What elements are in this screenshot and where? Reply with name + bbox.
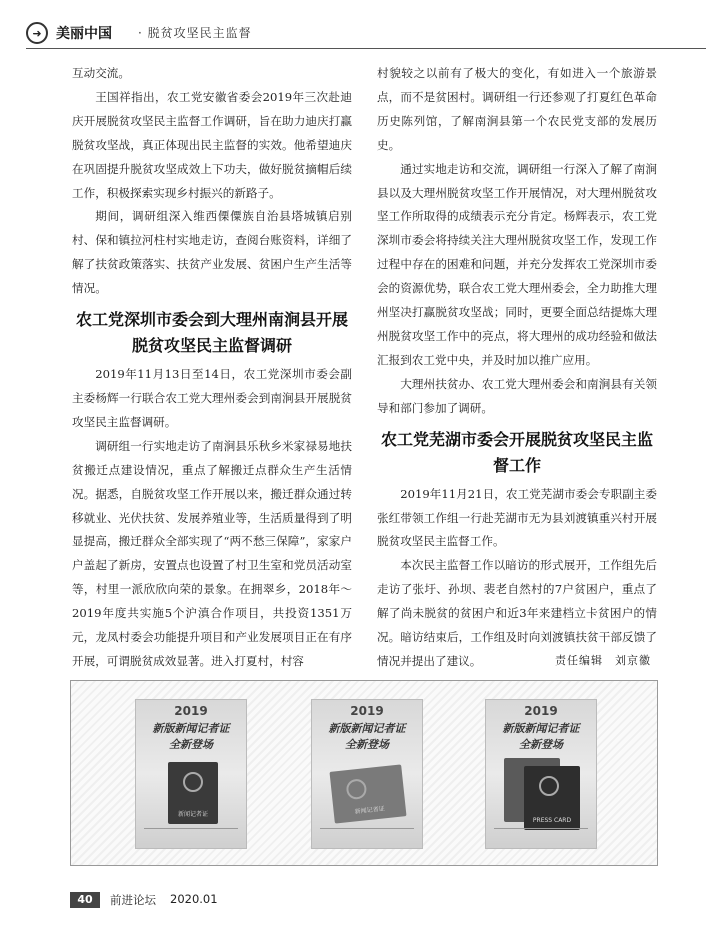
arrow-circle-icon: ➜ xyxy=(26,22,48,44)
paragraph: 村貌较之以前有了极大的变化，有如进入一个旅游景点，而不是贫困村。调研组一行还参观了打夏红色革命历史陈列馆，了解南涧县第一个农民党支部的发展历史。 xyxy=(377,66,657,152)
paragraph: 大理州扶贫办、农工党大理州委会和南涧县有关领导和部门参加了调研。 xyxy=(377,376,657,415)
paragraph: 互动交流。 xyxy=(72,66,130,80)
magazine-brand: 美丽中国 xyxy=(56,26,112,42)
poster-footnote xyxy=(494,828,588,840)
editor-credit: 责任编辑 刘京徽 xyxy=(555,654,651,667)
paragraph: 通过实地走访和交流，调研组一行深入了解了南涧县以及大理州脱贫攻坚工作开展情况，对大理州脱贫攻坚工作所取得的成绩表示充分肯定。杨辉表示，农工党深圳市委会将持续关注大理州脱贫攻坚工作，发现工作过程中存在的困难和问题，并充分发挥农工党深圳市委会的资源优势，联合农工党大理州委会，全力助推大理州坚决打赢脱贫攻坚战；同时，更要全面总结提炼大理州脱贫攻坚工作中的亮点，将大理州的成功经验和做法汇报到农工党中央，并及时加以推广应用。 xyxy=(377,161,657,367)
page-header xyxy=(26,20,706,48)
poster-footnote xyxy=(144,828,238,840)
poster-year: 2019 xyxy=(524,704,558,718)
journal-name: 前进论坛 xyxy=(110,893,156,907)
press-card-image xyxy=(168,762,218,824)
paragraph: 本次民主监督工作以暗访的形式展开，工作组先后走访了张圩、孙坝、裴老自然村的7户贫困户，重点了解了尚未脱贫的贫困户和近3年来建档立卡贫困户的情况。暗访结束后，工作组及时向刘渡镇扶贫干部反馈了情况并提出了建议。 xyxy=(377,558,657,668)
paragraph: 期间，调研组深入维西傈僳族自治县塔城镇启别村、保和镇拉河柱村实地走访，查阅台账资料，详细了解了扶贫政策落实、扶贫产业发展、贫困户生产生活等情况。 xyxy=(72,209,352,296)
header-divider xyxy=(26,48,706,49)
right-column xyxy=(377,62,657,674)
page-number: 40 xyxy=(70,892,100,908)
poster xyxy=(311,699,423,849)
emblem-icon xyxy=(539,776,559,796)
press-card-advertisement xyxy=(70,680,658,866)
poster-subheadline: 全新登场 xyxy=(519,738,563,751)
article-heading: 农工党芜湖市委会开展脱贫攻坚民主监督工作 xyxy=(380,429,653,475)
paragraph: 王国祥指出，农工党安徽省委会2019年三次赴迪庆开展脱贫攻坚民主监督工作调研，旨在助力迪庆打赢脱贫攻坚战，真正体现出民主监督的实效。他希望迪庆在巩固提升脱贫攻坚成效上下功夫，做好脱贫摘帽后续工作，积极探索实现乡村振兴的新路子。 xyxy=(72,89,352,200)
poster xyxy=(135,699,247,849)
poster-year: 2019 xyxy=(174,704,208,718)
left-column xyxy=(72,62,352,674)
card-label: 新闻记者证 xyxy=(177,811,208,818)
poster-headline: 新版新闻记者证 xyxy=(502,722,580,735)
poster-subheadline: 全新登场 xyxy=(345,738,389,751)
poster-subheadline: 全新登场 xyxy=(169,738,213,751)
card-label: PRESS CARD xyxy=(532,817,572,824)
paragraph: 调研组一行实地走访了南涧县乐秋乡米家禄易地扶贫搬迁点建设情况，重点了解搬迁点群众生产生活情况。据悉，自脱贫攻坚工作开展以来，搬迁群众通过转移就业、光伏扶贫、发展养殖业等，生活质量得到了明显提高，搬迁群众全部实现了“两不愁三保障”，家家户户盖起了新房，安置点也设置了村卫生室和党员活动室等，村里一派欣欣向荣的景象。在拥翠乡，2018年～2019年度共实施5个沪滇合作项目，共投资1351万元，龙凤村委会功能提升项目和产业发展项目正在有序开展，可谓脱贫成效显著。进入打夏村，村容 xyxy=(72,438,352,668)
issue-number: 2020.01 xyxy=(170,892,218,906)
section-title: · 脱贫攻坚民主监督 xyxy=(138,26,252,40)
emblem-icon xyxy=(183,772,203,792)
press-card-image xyxy=(524,766,580,830)
poster xyxy=(485,699,597,849)
paragraph: 2019年11月21日，农工党芜湖市委会专职副主委张红带领工作组一行赴芜湖市无为县刘渡镇重兴村开展脱贫攻坚民主监督工作。 xyxy=(377,486,657,549)
poster-footnote xyxy=(320,828,414,840)
page-footer xyxy=(70,890,670,912)
article-heading: 农工党深圳市委会到大理州南涧县开展脱贫攻坚民主监督调研 xyxy=(75,310,348,356)
poster-headline: 新版新闻记者证 xyxy=(152,722,230,735)
press-card-image xyxy=(329,764,406,823)
card-label: 新闻记者证 xyxy=(354,805,386,816)
paragraph: 2019年11月13日至14日，农工党深圳市委会副主委杨辉一行联合农工党大理州委会到南涧县开展脱贫攻坚民主监督调研。 xyxy=(72,367,352,429)
emblem-icon xyxy=(345,778,367,800)
poster-year: 2019 xyxy=(350,704,384,718)
poster-headline: 新版新闻记者证 xyxy=(328,722,406,735)
